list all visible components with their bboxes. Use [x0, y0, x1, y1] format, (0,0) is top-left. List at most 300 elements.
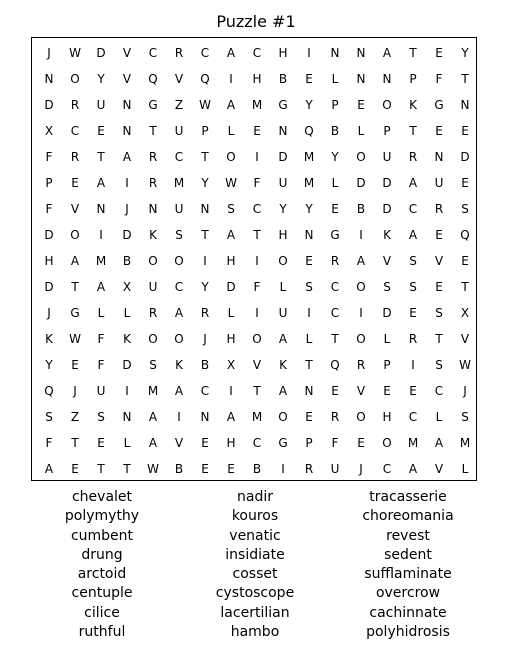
- grid-letter: Q: [44, 384, 54, 398]
- grid-letter: Q: [330, 358, 340, 372]
- grid-letter: A: [408, 462, 418, 476]
- grid-letter: F: [253, 280, 261, 294]
- word-list-item: sedent: [384, 546, 432, 563]
- grid-letter: M: [147, 384, 159, 398]
- grid-letter: A: [226, 228, 236, 242]
- grid-letter: N: [330, 46, 340, 60]
- grid-letter: Z: [70, 410, 80, 424]
- grid-letter: Q: [200, 72, 210, 86]
- grid-letter: S: [305, 280, 313, 294]
- word-list-item: nadir: [237, 489, 273, 505]
- word-list-item: lacertilian: [220, 604, 290, 621]
- grid-letter: O: [70, 72, 80, 86]
- grid-letter: A: [408, 228, 418, 242]
- grid-letter: F: [331, 436, 339, 450]
- grid-letter: T: [305, 358, 313, 372]
- grid-letter: R: [174, 46, 184, 60]
- grid-letter: U: [174, 124, 184, 138]
- grid-letter: I: [307, 306, 311, 320]
- grid-letter: N: [96, 202, 106, 216]
- grid-letter: L: [305, 332, 313, 346]
- grid-letter: R: [200, 306, 210, 320]
- word-list-item: chevalet: [71, 489, 133, 505]
- grid-letter: E: [357, 98, 365, 112]
- grid-letter: R: [408, 150, 418, 164]
- grid-letter: A: [408, 176, 418, 190]
- grid-letter: O: [356, 410, 366, 424]
- grid-letter: X: [122, 280, 132, 294]
- grid-letter: C: [382, 462, 392, 476]
- grid-letter: D: [460, 150, 470, 164]
- grid-letter: C: [200, 46, 210, 60]
- grid-letter: E: [227, 462, 235, 476]
- word-list-item: cosset: [232, 566, 278, 583]
- grid-letter: A: [174, 306, 184, 320]
- grid-letter: T: [201, 150, 209, 164]
- grid-letter: E: [97, 124, 105, 138]
- word-column-1: [22, 488, 182, 642]
- grid-letter: H: [278, 46, 288, 60]
- grid-letter: D: [382, 176, 392, 190]
- grid-letter: A: [70, 254, 80, 268]
- grid-letter: O: [356, 150, 366, 164]
- grid-letter: D: [356, 176, 366, 190]
- grid-letter: Y: [45, 358, 53, 372]
- word-list-item: cumbent: [70, 527, 134, 544]
- word-list-item: ruthful: [78, 624, 126, 641]
- grid-letter: V: [252, 358, 262, 372]
- grid-letter: Y: [97, 72, 105, 86]
- grid-letter: T: [331, 332, 339, 346]
- grid-letter: V: [382, 254, 392, 268]
- grid-letter: D: [44, 228, 54, 242]
- word-list-item: overcrow: [375, 585, 441, 602]
- grid-letter: A: [96, 280, 106, 294]
- grid-letter: A: [174, 384, 184, 398]
- grid-letter: L: [97, 306, 105, 320]
- grid-letter: R: [148, 306, 158, 320]
- grid-letter: L: [331, 176, 339, 190]
- grid-letter: E: [253, 124, 261, 138]
- grid-letter: Y: [201, 176, 209, 190]
- grid-letter: C: [174, 150, 184, 164]
- grid-letter: R: [434, 202, 444, 216]
- grid-letter: L: [461, 462, 469, 476]
- grid-letter: J: [359, 462, 363, 476]
- grid-letter: E: [409, 306, 417, 320]
- grid-letter: N: [460, 98, 470, 112]
- grid-letter: A: [148, 436, 158, 450]
- grid-letter: N: [304, 228, 314, 242]
- grid-letter: I: [359, 228, 363, 242]
- word-list-item: centuple: [71, 585, 133, 602]
- grid-letter: B: [200, 358, 210, 372]
- word-list-item: choreomania: [362, 508, 454, 525]
- grid-letter: N: [122, 410, 132, 424]
- grid-letter: N: [434, 150, 444, 164]
- grid-letter: H: [252, 72, 262, 86]
- grid-letter: O: [278, 410, 288, 424]
- grid-letter: D: [122, 228, 132, 242]
- grid-letter: U: [278, 176, 288, 190]
- grid-letter: S: [435, 358, 443, 372]
- grid-letter: E: [409, 384, 417, 398]
- grid-letter: U: [382, 150, 392, 164]
- grid-letter: P: [305, 436, 313, 450]
- grid-letter: E: [435, 46, 443, 60]
- grid-letter: R: [70, 98, 80, 112]
- grid-letter: C: [200, 384, 210, 398]
- grid-letter: A: [226, 98, 236, 112]
- grid-letter: A: [226, 46, 236, 60]
- grid-letter: L: [227, 124, 235, 138]
- grid-letter: T: [71, 280, 79, 294]
- grid-letter: C: [434, 384, 444, 398]
- grid-letter: C: [252, 202, 262, 216]
- grid-letter: E: [305, 72, 313, 86]
- grid-letter: Y: [331, 150, 339, 164]
- grid-letter: A: [434, 436, 444, 450]
- grid-letter: P: [201, 124, 209, 138]
- grid-letter: R: [304, 462, 314, 476]
- grid-letter: V: [122, 72, 132, 86]
- grid-letter: K: [409, 98, 417, 112]
- grid-letter: I: [255, 254, 259, 268]
- grid-letter: S: [45, 410, 53, 424]
- grid-letter: L: [123, 306, 131, 320]
- grid-letter: A: [278, 332, 288, 346]
- grid-letter: I: [255, 150, 259, 164]
- grid-letter: K: [383, 228, 391, 242]
- grid-letter: F: [45, 202, 53, 216]
- grid-letter: A: [356, 254, 366, 268]
- grid-letter: N: [200, 202, 210, 216]
- grid-letter: W: [69, 332, 81, 346]
- grid-letter: I: [229, 72, 233, 86]
- grid-letter: M: [173, 176, 185, 190]
- grid-letter: D: [96, 46, 106, 60]
- grid-letter: E: [461, 254, 469, 268]
- grid-letter: E: [201, 462, 209, 476]
- grid-letter: U: [96, 98, 106, 112]
- grid-letter: T: [253, 228, 261, 242]
- grid-letter: G: [278, 436, 288, 450]
- grid-letter: I: [125, 176, 129, 190]
- grid-letter: Y: [461, 46, 469, 60]
- grid-letter: L: [435, 410, 443, 424]
- grid-letter: Y: [279, 202, 287, 216]
- grid-letter: K: [279, 358, 287, 372]
- grid-letter: L: [357, 124, 365, 138]
- grid-letter: H: [226, 254, 236, 268]
- grid-letter: Y: [305, 202, 313, 216]
- grid-letter: S: [383, 280, 391, 294]
- grid-letter: N: [356, 46, 366, 60]
- word-list-item: tracasserie: [369, 489, 447, 505]
- grid-letter: C: [252, 46, 262, 60]
- grid-letter: C: [174, 280, 184, 294]
- grid-letter: T: [71, 436, 79, 450]
- grid-letter: F: [435, 72, 443, 86]
- grid-letter: N: [278, 124, 288, 138]
- grid-letter: S: [97, 410, 105, 424]
- grid-letter: U: [278, 306, 288, 320]
- grid-letter: E: [201, 436, 209, 450]
- grid-letter: B: [278, 72, 288, 86]
- grid-letter: R: [148, 150, 158, 164]
- grid-letter: S: [175, 228, 183, 242]
- grid-letter: O: [278, 254, 288, 268]
- grid-letter: E: [357, 436, 365, 450]
- grid-letter: M: [407, 436, 419, 450]
- grid-letter: X: [226, 358, 236, 372]
- grid-letter: F: [45, 150, 53, 164]
- grid-letter: A: [148, 410, 158, 424]
- grid-letter: O: [148, 332, 158, 346]
- grid-letter: T: [149, 124, 157, 138]
- grid-letter: K: [45, 332, 53, 346]
- grid-letter: N: [382, 72, 392, 86]
- word-list-item: kouros: [231, 508, 279, 525]
- grid-letter: P: [45, 176, 53, 190]
- grid-letter: A: [226, 410, 236, 424]
- grid-letter: T: [201, 228, 209, 242]
- grid-letter: N: [356, 72, 366, 86]
- grid-letter: B: [174, 462, 184, 476]
- grid-letter: F: [97, 332, 105, 346]
- grid-letter: N: [200, 410, 210, 424]
- grid-letter: C: [330, 280, 340, 294]
- grid-letter: V: [174, 72, 184, 86]
- word-list-item: polyhidrosis: [366, 624, 450, 641]
- grid-letter: R: [70, 150, 80, 164]
- grid-letter: B: [122, 254, 132, 268]
- word-list-item: cystoscope: [215, 585, 295, 602]
- grid-letter: L: [331, 72, 339, 86]
- grid-letter: O: [382, 436, 392, 450]
- grid-letter: E: [435, 280, 443, 294]
- grid-letter: W: [69, 46, 81, 60]
- grid-letter: C: [70, 124, 80, 138]
- grid-letter: D: [382, 202, 392, 216]
- grid-letter: Z: [174, 98, 184, 112]
- grid-letter: U: [148, 280, 158, 294]
- grid-letter: H: [226, 436, 236, 450]
- word-list-item: polymythy: [64, 508, 140, 525]
- grid-letter: M: [251, 410, 263, 424]
- grid-letter: T: [123, 462, 131, 476]
- grid-letter: C: [148, 46, 158, 60]
- grid-letter: G: [148, 98, 158, 112]
- grid-letter: O: [174, 254, 184, 268]
- grid-letter: D: [382, 306, 392, 320]
- grid-letter: A: [278, 384, 288, 398]
- grid-letter: P: [383, 124, 391, 138]
- word-list-item: sufflaminate: [364, 566, 452, 583]
- word-list-item: venatic: [229, 527, 281, 544]
- grid-letter: G: [434, 98, 444, 112]
- puzzle-title: Puzzle #1: [216, 12, 296, 31]
- grid-letter: O: [226, 150, 236, 164]
- grid-letter: C: [252, 436, 262, 450]
- grid-letter: I: [203, 254, 207, 268]
- grid-letter: S: [461, 410, 469, 424]
- grid-letter: R: [148, 176, 158, 190]
- grid-letter: T: [435, 332, 443, 346]
- grid-letter: E: [331, 202, 339, 216]
- grid-letter: U: [174, 202, 184, 216]
- grid-letter: S: [227, 202, 235, 216]
- grid-letter: G: [330, 228, 340, 242]
- grid-letter: E: [71, 358, 79, 372]
- grid-letter: J: [463, 384, 467, 398]
- grid-letter: I: [125, 384, 129, 398]
- grid-letter: N: [122, 98, 132, 112]
- grid-letter: A: [44, 462, 54, 476]
- grid-letter: U: [330, 462, 340, 476]
- grid-letter: E: [461, 176, 469, 190]
- grid-letter: E: [97, 436, 105, 450]
- grid-letter: M: [251, 98, 263, 112]
- grid-letter: E: [435, 228, 443, 242]
- grid-letter: Q: [304, 124, 314, 138]
- grid-letter: Q: [148, 72, 158, 86]
- grid-letter: H: [278, 228, 288, 242]
- grid-letter: F: [253, 176, 261, 190]
- grid-letter: N: [304, 384, 314, 398]
- grid-letter: D: [278, 150, 288, 164]
- grid-letter: F: [45, 436, 53, 450]
- word-list-item: cilice: [84, 604, 120, 621]
- grid-letter: M: [303, 150, 315, 164]
- grid-letter: V: [460, 332, 470, 346]
- word-list-item: hambo: [230, 624, 280, 641]
- grid-letter: V: [356, 384, 366, 398]
- grid-letter: S: [435, 306, 443, 320]
- grid-letter: V: [434, 462, 444, 476]
- grid-letter: T: [409, 46, 417, 60]
- letter-grid-frame: [31, 37, 477, 481]
- grid-letter: O: [382, 98, 392, 112]
- word-list-item: drung: [81, 546, 123, 563]
- grid-letter: X: [44, 124, 54, 138]
- grid-letter: E: [383, 384, 391, 398]
- grid-letter: T: [97, 462, 105, 476]
- grid-letter: W: [147, 462, 159, 476]
- grid-letter: S: [409, 280, 417, 294]
- grid-letter: A: [96, 176, 106, 190]
- grid-letter: I: [359, 306, 363, 320]
- grid-letter: J: [47, 306, 51, 320]
- grid-letter: D: [44, 98, 54, 112]
- grid-letter: E: [461, 124, 469, 138]
- grid-letter: K: [175, 358, 183, 372]
- grid-letter: I: [307, 46, 311, 60]
- grid-letter: E: [435, 124, 443, 138]
- grid-letter: O: [356, 280, 366, 294]
- grid-letter: A: [382, 46, 392, 60]
- grid-letter: E: [331, 384, 339, 398]
- grid-letter: V: [70, 202, 80, 216]
- grid-letter: P: [331, 98, 339, 112]
- grid-letter: W: [199, 98, 211, 112]
- grid-letter: P: [383, 358, 391, 372]
- grid-letter: U: [96, 384, 106, 398]
- grid-letter: L: [227, 306, 235, 320]
- grid-letter: I: [411, 358, 415, 372]
- grid-letter: Q: [460, 228, 470, 242]
- grid-letter: P: [409, 72, 417, 86]
- grid-letter: C: [408, 410, 418, 424]
- grid-letter: N: [122, 124, 132, 138]
- grid-letter: C: [408, 202, 418, 216]
- grid-letter: L: [279, 280, 287, 294]
- grid-letter: D: [122, 358, 132, 372]
- word-column-2: [175, 488, 335, 642]
- grid-letter: E: [71, 176, 79, 190]
- grid-letter: B: [330, 124, 340, 138]
- grid-letter: M: [303, 176, 315, 190]
- grid-letter: V: [434, 254, 444, 268]
- grid-letter: U: [434, 176, 444, 190]
- grid-letter: O: [70, 228, 80, 242]
- grid-letter: W: [459, 358, 471, 372]
- grid-letter: I: [281, 462, 285, 476]
- grid-letter: D: [44, 280, 54, 294]
- grid-letter: N: [148, 202, 158, 216]
- grid-letter: X: [460, 306, 470, 320]
- grid-letter: O: [148, 254, 158, 268]
- grid-letter: T: [253, 384, 261, 398]
- grid-letter: I: [255, 306, 259, 320]
- grid-letter: O: [356, 332, 366, 346]
- grid-letter: R: [408, 332, 418, 346]
- grid-letter: B: [356, 202, 366, 216]
- grid-letter: I: [177, 410, 181, 424]
- grid-letter: V: [174, 436, 184, 450]
- grid-letter: Y: [201, 280, 209, 294]
- grid-letter: N: [44, 72, 54, 86]
- grid-letter: A: [122, 150, 132, 164]
- grid-letter: S: [461, 202, 469, 216]
- grid-letter: J: [47, 46, 51, 60]
- grid-letter: J: [73, 384, 77, 398]
- grid-letter: M: [459, 436, 471, 450]
- word-list-item: revest: [386, 527, 430, 544]
- grid-letter: Y: [305, 98, 313, 112]
- grid-letter: G: [70, 306, 80, 320]
- grid-letter: V: [122, 46, 132, 60]
- grid-letter: I: [99, 228, 103, 242]
- grid-letter: W: [225, 176, 237, 190]
- grid-letter: R: [330, 410, 340, 424]
- grid-letter: R: [330, 254, 340, 268]
- grid-letter: O: [174, 332, 184, 346]
- grid-letter: H: [226, 332, 236, 346]
- grid-letter: L: [123, 436, 131, 450]
- grid-letter: T: [461, 72, 469, 86]
- grid-letter: H: [44, 254, 54, 268]
- grid-letter: G: [278, 98, 288, 112]
- letter-grid: [36, 40, 480, 480]
- grid-letter: J: [203, 332, 207, 346]
- grid-letter: H: [382, 410, 392, 424]
- grid-letter: T: [409, 124, 417, 138]
- grid-letter: J: [125, 202, 129, 216]
- grid-letter: S: [409, 254, 417, 268]
- word-list-item: insidiate: [225, 546, 285, 563]
- word-list-item: arctoid: [77, 566, 127, 583]
